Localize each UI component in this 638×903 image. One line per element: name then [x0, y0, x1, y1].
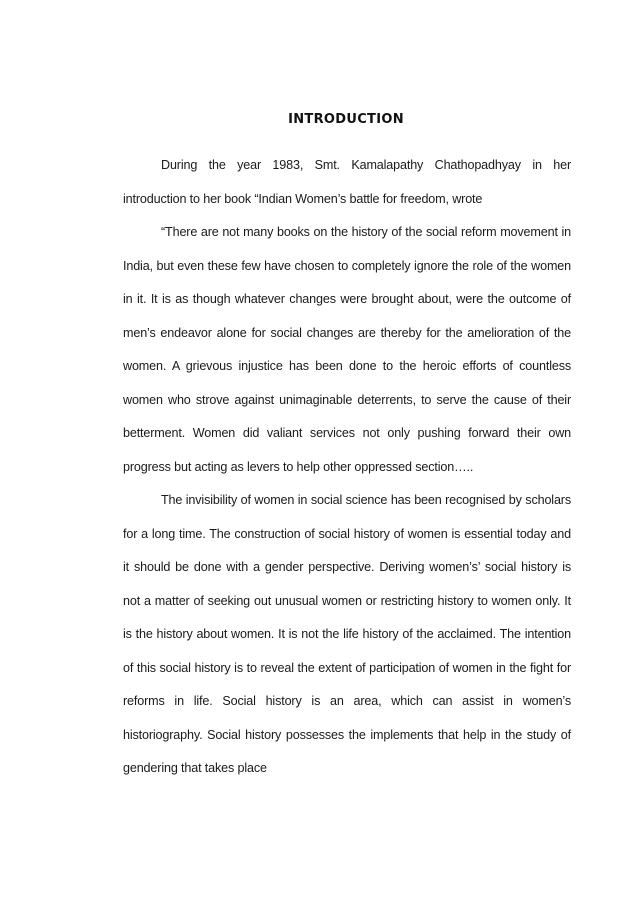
page-heading: INTRODUCTION — [288, 112, 404, 127]
body-text — [123, 149, 571, 786]
paragraph-1: During the year 1983, Smt. Kamalapathy Chathopadhyay in her introduction to her book “Indian Women’s battle for freedom, wrote — [123, 158, 571, 206]
paragraph-2: “There are not many books on the history of the social reform movement in India, but even these few have chosen to completely ignore the role of the women in it. It is as though whatever changes were brought about, were the outcome of men’s endeavor alone for social changes are thereby for the amelioration of the women. A grievous injustice has been done to the heroic efforts of countless women who strove against unimaginable deterrents, to serve the cause of their betterment. Women did valiant services not only pushing forward their own progress but acting as levers to help other oppressed section….. — [123, 225, 571, 474]
paragraph-3: The invisibility of women in social science has been recognised by scholars for a long time. The construction of social history of women is essential today and it should be done with a gender perspective. Deriving women’s’ social history is not a matter of seeking out unusual women or restricting history to women only. It is the history about women. It is not the life history of the acclaimed. The intention of this social history is to reveal the extent of participation of women in the fight for reforms in life. Social history is an area, which can assist in women’s historiography. Social history possesses the implements that help in the study of gendering that takes place — [123, 493, 571, 775]
